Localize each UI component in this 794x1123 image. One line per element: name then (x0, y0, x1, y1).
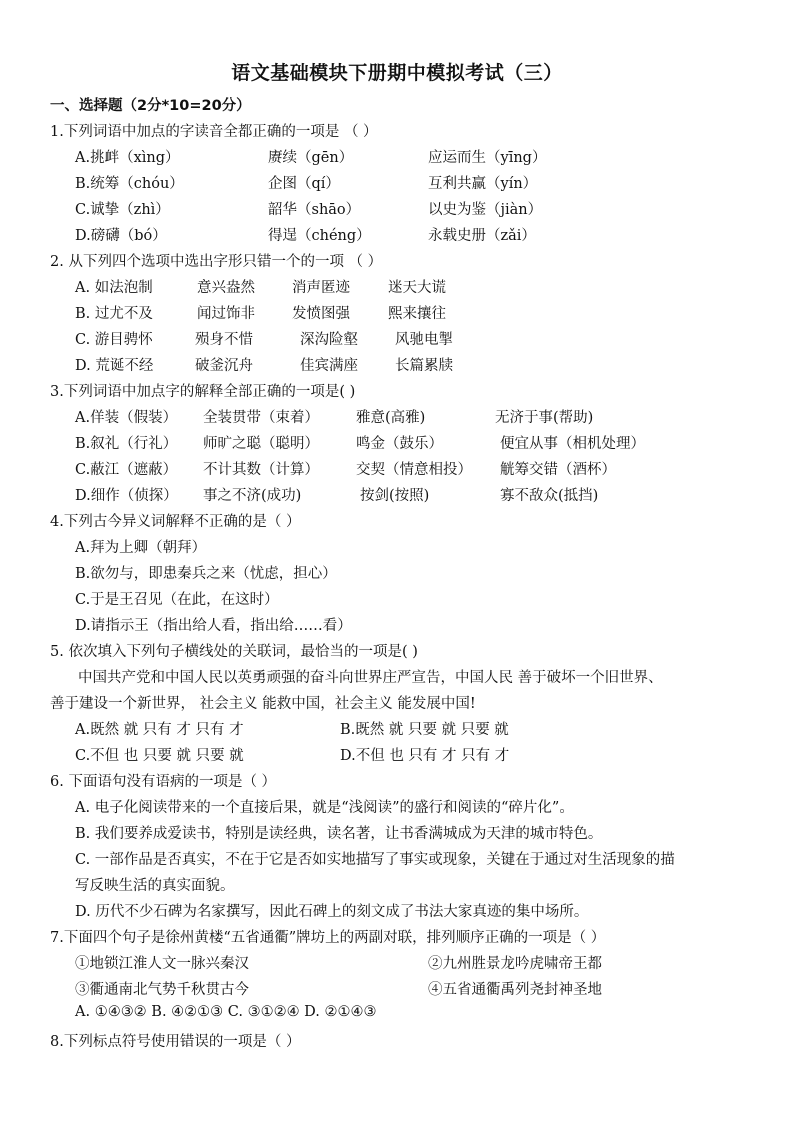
q1-option-d-3: 永载史册（zǎi） (428, 228, 536, 244)
q3-option-a-4: 无济于事(帮助) (495, 410, 594, 426)
q2-option-a-1: A. 如法泡制 (75, 280, 153, 296)
q3-option-d-3: 按剑(按照) (360, 488, 430, 504)
q2-option-b-1: B. 过尤不及 (75, 306, 153, 322)
q2-option-d-3: 佳宾满座 (300, 358, 358, 374)
q3-option-b-4: 便宜从事（相机处理） (500, 436, 645, 452)
q1-option-c-1: C.诚挚（zhì） (75, 202, 170, 218)
q7-line-1: ①地锁江淮人文一脉兴秦汉 (75, 956, 249, 972)
q3-option-d-1: D.细作（侦探） (75, 488, 178, 504)
q1-option-a-2: 赓续（gēn） (268, 150, 354, 166)
q2-option-d-4: 长篇累牍 (395, 358, 453, 374)
q6-option-a: A. 电子化阅读带来的一个直接后果，就是“浅阅读”的盛行和阅读的“碎片化”。 (75, 800, 574, 816)
q5-option-d: D.不但 也 只有 才 只有 才 (340, 748, 510, 764)
q7-line-2: ②九州胜景龙吟虎啸帝王都 (428, 956, 602, 972)
q1-option-a-3: 应运而生（yīng） (428, 150, 547, 166)
question-3-stem: 3.下列词语中加点字的解释全部正确的一项是( ) (50, 384, 356, 400)
q1-option-d-2: 得逞（chéng） (268, 228, 371, 244)
exam-title: 语文基础模块下册期中模拟考试（三） (231, 62, 563, 84)
q6-option-b: B. 我们要养成爱读书，特别是读经典，读名著，让书香满城成为天津的城市特色。 (75, 826, 603, 842)
q2-option-a-4: 迷天大谎 (388, 280, 446, 296)
question-5-stem: 5. 依次填入下列句子横线处的关联词，最恰当的一项是( ) (50, 644, 418, 660)
q1-option-c-2: 韶华（shāo） (268, 202, 361, 218)
q1-option-b-3: 互利共赢（yín） (428, 176, 538, 192)
q3-option-d-2: 事之不济(成功) (203, 488, 302, 504)
q5-option-a: A.既然 就 只有 才 只有 才 (75, 722, 244, 738)
q6-option-c: C. 一部作品是否真实，不在于它是否如实地描写了事实或现象，关键在于通过对生活现象的描 (75, 852, 675, 868)
q5-option-b: B.既然 就 只要 就 只要 就 (340, 722, 509, 738)
q2-option-c-1: C. 游目骋怀 (75, 332, 153, 348)
q5-passage-line-1: 中国共产党和中国人民以英勇顽强的奋斗向世界庄严宣告，中国人民 善于破坏一个旧世界、 (78, 670, 663, 686)
q7-line-4: ④五省通衢禹列尧封神圣地 (428, 982, 602, 998)
q3-option-a-1: A.佯装（假装） (75, 410, 178, 426)
q3-option-c-1: C.蔽江（遮蔽） (75, 462, 178, 478)
q1-option-a-1: A.挑衅（xìng） (75, 150, 180, 166)
q6-option-c-continued: 写反映生活的真实面貌。 (75, 878, 235, 894)
q4-option-b: B.欲勿与，即患秦兵之来（忧虑，担心） (75, 566, 337, 582)
q2-option-d-1: D. 荒诞不经 (75, 358, 154, 374)
q3-option-b-3: 鸣金（鼓乐） (356, 436, 443, 452)
question-1-stem: 1.下列词语中加点的字读音全都正确的一项是 （ ） (50, 124, 378, 140)
q4-option-a: A.拜为上卿（朝拜） (75, 540, 207, 556)
q2-option-a-2: 意兴盎然 (197, 280, 255, 296)
q2-option-b-4: 熙来攘往 (388, 306, 446, 322)
question-6-stem: 6. 下面语句没有语病的一项是（ ） (50, 774, 277, 790)
question-7-stem: 7.下面四个句子是徐州黄楼“五省通衢”牌坊上的两副对联，排列顺序正确的一项是（ ） (50, 930, 606, 946)
q3-option-a-2: 全装贯带（束着） (203, 410, 319, 426)
q3-option-c-3: 交契（情意相投） (356, 462, 472, 478)
q3-option-b-2: 师旷之聪（聪明） (203, 436, 319, 452)
q6-option-d: D. 历代不少石碑为名家撰写，因此石碑上的刻文成了书法大家真迹的集中场所。 (75, 904, 589, 920)
q2-option-c-3: 深沟险壑 (300, 332, 358, 348)
q3-option-a-3: 雅意(高雅) (356, 410, 426, 426)
question-4-stem: 4.下列古今异义词解释不正确的是（ ） (50, 514, 301, 530)
q1-option-b-1: B.统筹（chóu） (75, 176, 184, 192)
q4-option-d: D.请指示王（指出给人看，指出给……看） (75, 618, 352, 634)
q1-option-d-1: D.磅礴（bó） (75, 228, 167, 244)
q2-option-c-4: 风驰电掣 (395, 332, 453, 348)
q1-option-b-2: 企图（qí） (268, 176, 340, 192)
q3-option-d-4: 寡不敌众(抵挡) (500, 488, 599, 504)
q2-option-d-2: 破釜沉舟 (195, 358, 253, 374)
q3-option-b-1: B.叙礼（行礼） (75, 436, 178, 452)
q4-option-c: C.于是王召见（在此，在这时） (75, 592, 279, 608)
q2-option-c-2: 殒身不惜 (195, 332, 253, 348)
q2-option-a-3: 消声匿迹 (292, 280, 350, 296)
section-heading: 一、选择题（2分*10=20分） (50, 98, 251, 114)
q2-option-b-3: 发愤图强 (292, 306, 350, 322)
q7-line-3: ③衢通南北气势千秋贯古今 (75, 982, 249, 998)
question-2-stem: 2. 从下列四个选项中选出字形只错一个的一项 （ ） (50, 254, 383, 270)
q5-passage-line-2: 善于建设一个新世界， 社会主义 能救中国，社会主义 能发展中国! (50, 696, 476, 712)
q3-option-c-4: 觥筹交错（酒杯） (500, 462, 616, 478)
q3-option-c-2: 不计其数（计算） (203, 462, 319, 478)
q7-answer-options: A. ①④③② B. ④②①③ C. ③①②④ D. ②①④③ (75, 1004, 377, 1020)
question-8-stem: 8.下列标点符号使用错误的一项是（ ） (50, 1034, 301, 1050)
q2-option-b-2: 闻过饰非 (197, 306, 255, 322)
q5-option-c: C.不但 也 只要 就 只要 就 (75, 748, 244, 764)
q1-option-c-3: 以史为鉴（jiàn） (428, 202, 543, 218)
